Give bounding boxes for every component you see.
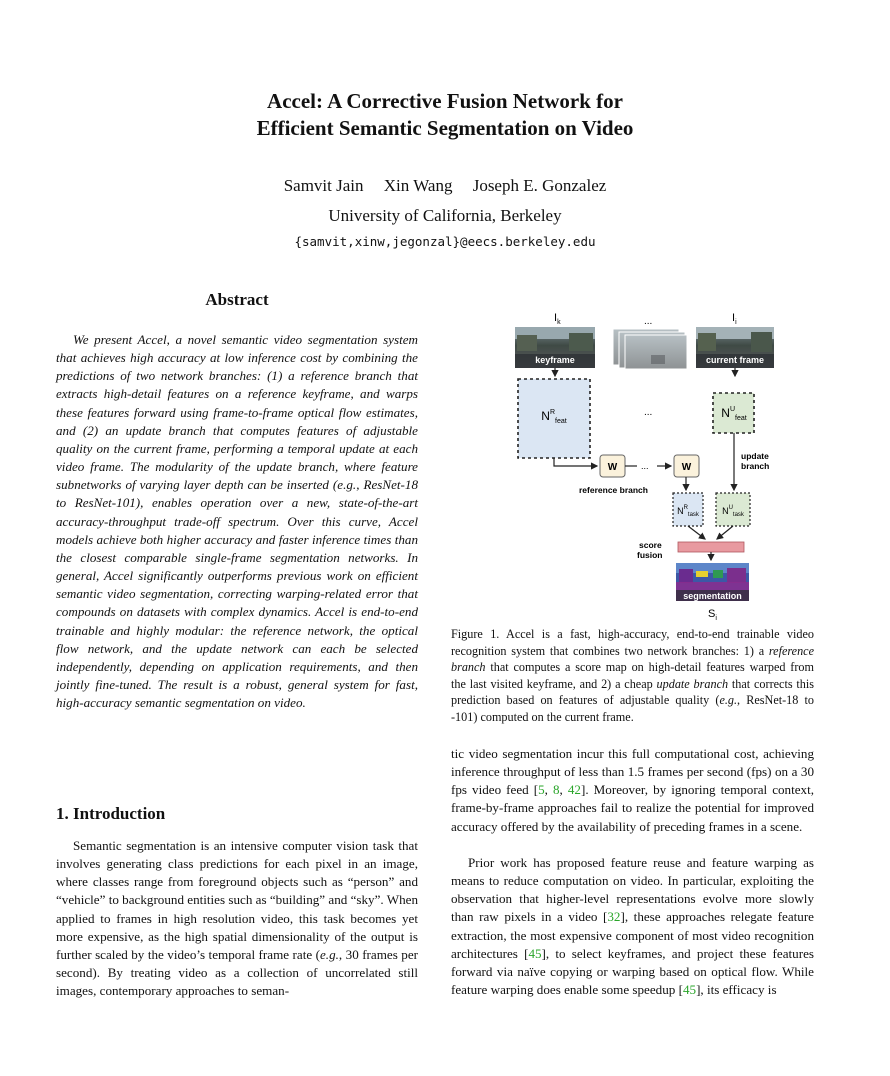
title-line-1: Accel: A Corrective Fusion Network for bbox=[267, 89, 623, 113]
paragraph-text: Prior work has proposed feature reuse and feature warping as means to reduce computation on video. In particular, exploiting the observation that higher-level representations evolve more slowly than raw pixels in a video [ bbox=[451, 855, 814, 925]
score-fusion-label-2: fusion bbox=[637, 550, 663, 560]
score-fusion-label-1: score bbox=[639, 540, 662, 550]
architecture-diagram bbox=[451, 305, 814, 625]
warp-label-2: W bbox=[681, 462, 692, 473]
paragraph-text: tic video segmentation incur this full computational cost, achieving inference throughput of less than 1.5 frames per second (fps) on a 30 fps video feed [ bbox=[451, 746, 814, 798]
output-label-si: $S_i$ bbox=[708, 608, 717, 622]
paragraph-text: ], to select keyframes, and project these features forward via naïve copying or warping based on optical flow. While feature warping does enable some speedup [ bbox=[451, 945, 814, 998]
caption-eg: e.g. bbox=[719, 693, 738, 708]
n-task-update-label: $N^U_{task}$ bbox=[722, 505, 744, 518]
paragraph-text: ], its efficacy is bbox=[696, 982, 777, 998]
caption-text: Figure 1. Accel is a fast, high-accuracy, end-to-end trainable video recognition system that combines two network branches: 1) a bbox=[451, 627, 814, 658]
caption-update-branch: update branch bbox=[656, 676, 729, 691]
frame-label-ik: $I_k$ bbox=[554, 312, 561, 326]
frames-ellipsis: ... bbox=[644, 316, 653, 327]
citation-link[interactable]: 42 bbox=[567, 782, 581, 798]
paragraph-text: , bbox=[544, 782, 553, 798]
warp-ellipsis: ... bbox=[641, 461, 649, 471]
warp-label-1: W bbox=[607, 462, 618, 473]
citation-link[interactable]: 32 bbox=[607, 909, 621, 925]
figure-1-caption bbox=[451, 626, 814, 726]
update-branch-label-1: update bbox=[741, 451, 769, 461]
keyframe-label: keyframe bbox=[535, 355, 575, 365]
intro-text-part: Semantic segmentation is an intensive computer vision task that involves generating class predictions for each pixel in an image, where classes range from foreground objects such as “person” and “vehicle” to background entities such as “building” and “sky”. When applied to frames in high resolution video, this task becomes yet more expensive, as the high spatial dimensionality of the output is further scaled by the video’s temporal frame rate ( bbox=[56, 838, 418, 962]
caption-text: that computes a score map on high-detail features warped from the last visited keyframe, and 2) a cheap bbox=[451, 660, 814, 691]
author-name: Joseph E. Gonzalez bbox=[472, 176, 607, 195]
current-frame-label: current frame bbox=[705, 355, 765, 365]
segmentation-label: segmentation bbox=[683, 591, 742, 601]
title-line-2: Efficient Semantic Segmentation on Video bbox=[256, 116, 634, 140]
score-fusion-bar bbox=[678, 542, 744, 552]
figure-1-diagram bbox=[451, 305, 814, 625]
affiliation: University of California, Berkeley bbox=[328, 206, 562, 225]
prior-work-paragraph bbox=[451, 854, 814, 999]
introduction-heading: 1. Introduction bbox=[56, 804, 166, 823]
keyframe-image bbox=[515, 327, 595, 368]
segmentation-image bbox=[676, 563, 749, 601]
abstract-heading: Abstract bbox=[205, 290, 269, 309]
intro-continuation-paragraph bbox=[451, 745, 814, 836]
paper-title bbox=[0, 88, 890, 142]
frame-label-ii: $I_i$ bbox=[732, 312, 737, 326]
author-name: Samvit Jain bbox=[283, 176, 364, 195]
reference-branch-label: reference branch bbox=[579, 485, 648, 495]
caption-text: that corrects this prediction based on features of adjustable quality ( bbox=[451, 676, 815, 708]
citation-link[interactable]: 45 bbox=[528, 945, 542, 961]
author-name: Xin Wang bbox=[383, 176, 453, 195]
paragraph-text: , bbox=[559, 782, 568, 798]
intro-eg: e.g. bbox=[320, 946, 339, 962]
n-feat-update-label: $N^U_{feat}$ bbox=[721, 406, 747, 422]
n-task-reference-label: $N^R_{task}$ bbox=[677, 505, 699, 518]
paragraph-text: ], these approaches relegate feature extraction, the most expensive component of most video recognition architectures [ bbox=[451, 909, 814, 961]
author-list bbox=[0, 176, 890, 196]
current-frame-image bbox=[696, 327, 774, 368]
citation-link[interactable]: 5 bbox=[538, 782, 545, 798]
feature-ellipsis: ... bbox=[644, 407, 653, 418]
update-branch-label-2: branch bbox=[741, 461, 770, 471]
paragraph-text: ]. Moreover, by ignoring temporal context, frame-by-frame approaches fail to realize the potential for improved accuracy offered by the availability of preceding frames in a scene. bbox=[451, 782, 815, 834]
intermediate-frames bbox=[613, 329, 687, 369]
author-emails: {samvit,xinw,jegonzal}@eecs.berkeley.edu bbox=[294, 234, 596, 249]
n-feat-update-box bbox=[713, 393, 754, 433]
n-feat-reference-box bbox=[518, 379, 590, 458]
citation-link[interactable]: 8 bbox=[553, 782, 560, 798]
n-feat-reference-label: $N^R_{feat}$ bbox=[541, 409, 567, 425]
intro-text-part: , 30 frames per second). By treating video as a collection of uncorrelated still images, contemporary approaches to seman- bbox=[56, 946, 418, 999]
citation-link[interactable]: 45 bbox=[682, 982, 697, 998]
caption-text: , ResNet-18 to -101) computed on the current frame. bbox=[451, 693, 814, 724]
caption-reference-branch: reference branch bbox=[451, 643, 814, 675]
abstract-text: We present Accel, a novel semantic video segmentation system that achieves high accuracy at low inference cost by combining the predictions of two network branches: (1) a reference branch that extracts high-detail features on a reference keyframe, and warps these features forward using frame-to-frame optical flow estimates, and (2) an update branch that computes features of adjustable quality on the current frame, performing a temporal update at each video frame. The modularity of the update branch, where feature subnetworks of varying layer depth can be inserted (e.g., ResNet-18 to ResNet-101), enables operation over a new, state-of-the-art accuracy-throughput trade-off spectrum. Over this curve, Accel models achieve both higher accuracy and faster inference times than the closest comparable single-frame segmentation networks. In general, Accel significantly outperforms previous work on efficient semantic video segmentation, correcting warping-related error that compounds on datasets with complex dynamics. Accel is end-to-end trainable and highly modular: the reference network, the optical flow network, and the update network can each be selected independently, depending on application requirements, and then jointly fine-tuned. The result is a robust, general system for fast, high-accuracy semantic segmentation on video. bbox=[56, 332, 418, 711]
introduction-paragraph bbox=[56, 837, 418, 1000]
